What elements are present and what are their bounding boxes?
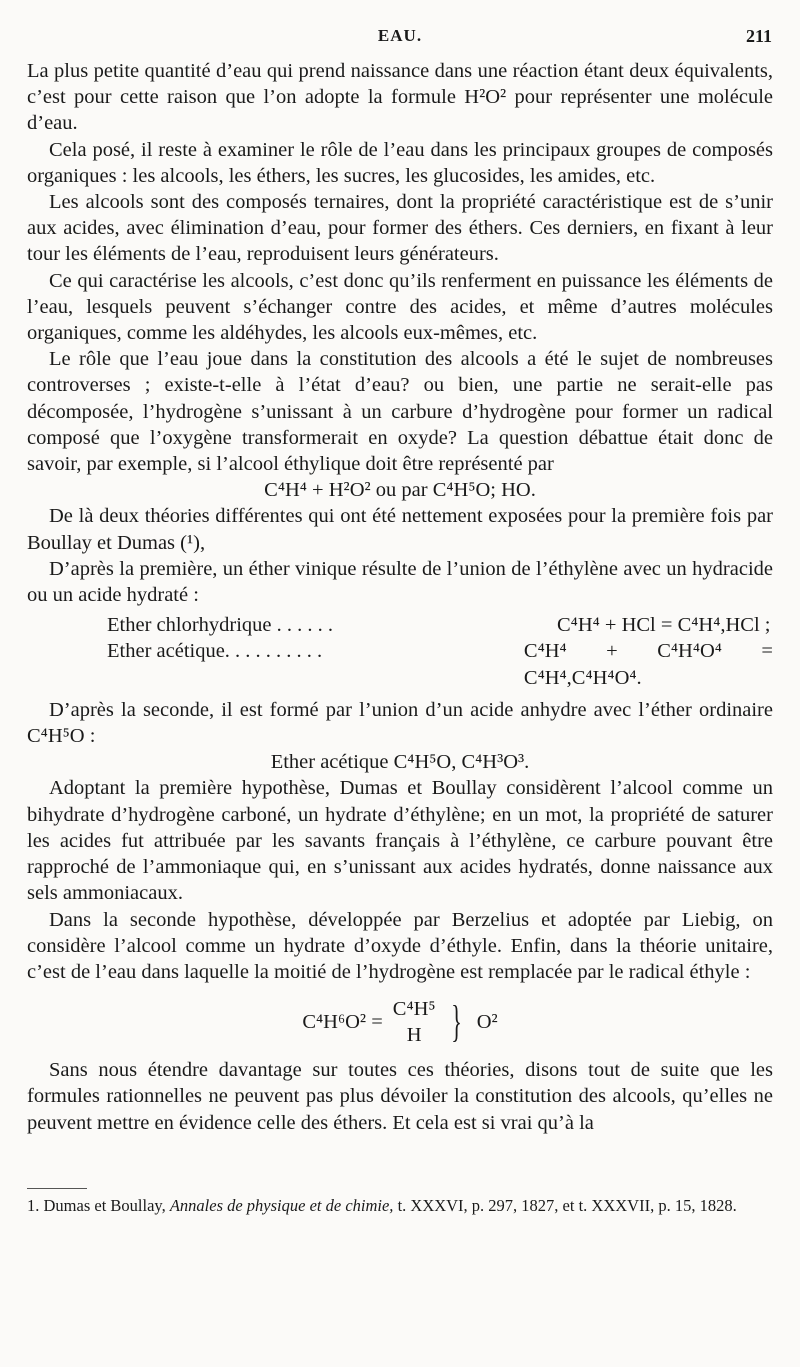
formula-top: C⁴H⁵ (392, 998, 436, 1021)
ether-formula: C⁴H⁴ + HCl = C⁴H⁴,HCl ; (557, 614, 771, 637)
ether-formula: C⁴H⁴ + C⁴H⁴O⁴ = C⁴H⁴,C⁴H⁴O⁴. (523, 640, 773, 689)
footnote-reference: t. XXXVI, p. 297, 1827, et t. XXXVII, p. 15, 1828. (397, 1196, 737, 1215)
brace-symbol: } (450, 997, 462, 1047)
formula-ether-acetique: Ether acétique C⁴H⁵O, C⁴H³O³. (270, 751, 530, 774)
ether-label: Ether acétique. . . . . . . . . . (107, 640, 323, 663)
paragraph-5: Le rôle que l’eau joue dans la constitution des alcools a été le sujet de nombreuses controverses ; existe-t-elle à l’état d’eau? ou bien, une partie ne serait-elle pas décomposée, l’hydrogène s’unissant à un carbure d’hydrogène pour former un radical composé que l’oxygène transformerait en oxyde? La question débattue était donc de savoir, par exemple, si l’alcool éthylique doit être représenté par (27, 348, 773, 476)
formula-bottom: H (406, 1024, 422, 1047)
paragraph-11: Sans nous étendre davantage sur toutes ces théories, disons tout de suite que les formules rationnelles ne peuvent pas plus dévoiler la constitution des alcools, qu’elles ne peuvent mettre en évidence celle des éthers. Et cela est si vrai qu’à la (27, 1059, 773, 1134)
footnote-journal: Annales de physique et de chimie, (169, 1196, 394, 1215)
ether-equations (107, 612, 773, 691)
paragraph-3: Les alcools sont des composés ternaires, dont la propriété caractéristique est de s’unir aux acides, avec élimination d’eau, pour former des éthers. Ces derniers, en fixant à leur tour les éléments de l’eau, reproduisent leurs générateurs. (27, 191, 773, 266)
ether-label: Ether chlorhydrique . . . . . . (107, 614, 334, 637)
footnote-marker: 1. (27, 1196, 40, 1215)
page-header (0, 26, 800, 50)
footnote-authors: Dumas et Boullay, (43, 1196, 166, 1215)
footnote-rule (27, 1188, 87, 1189)
paragraph-1: La plus petite quantité d’eau qui prend naissance dans une réaction étant deux équivalents, c’est pour cette raison que l’on adopte la formule H²O² pour représenter une molécule d’eau. (27, 60, 773, 135)
formula-right: O² (476, 1011, 498, 1033)
footnote (27, 1196, 773, 1216)
paragraph-2: Cela posé, il reste à examiner le rôle de l’eau dans les principaux groupes de composés organiques : les alcools, les éthers, les sucres, les glucosides, les amides, etc. (27, 138, 773, 187)
paragraph-6: De là deux théories différentes qui ont été nettement exposées pour la première fois par Boullay et Dumas (¹), (27, 505, 773, 554)
paragraph-8: D’après la seconde, il est formé par l’union d’un acide anhydre avec l’éther ordinaire C⁴H⁵O : (27, 698, 773, 748)
ether-line (107, 638, 773, 690)
ether-line (107, 612, 773, 638)
formula-left: C⁴H⁶O² = (302, 1011, 383, 1033)
running-title: EAU. (377, 26, 423, 45)
body-text (27, 58, 773, 1136)
formula-alcool: C⁴H⁴ + H²O² ou par C⁴H⁵O; HO. (264, 479, 536, 502)
page-number: 211 (745, 26, 772, 46)
paragraph-10: Dans la seconde hypothèse, développée par Berzelius et adoptée par Liebig, on considère l’alcool comme un hydrate d’oxyde d’éthyle. Enfin, dans la théorie unitaire, c’est de l’eau dans laquelle la moitié de l’hydrogène est remplacée par le radical éthyle : (27, 908, 773, 983)
paragraph-4: Ce qui caractérise les alcools, c’est donc qu’ils renferment en puissance les éléments de l’eau, lesquels peuvent s’échanger contre des acides, et même d’autres molécules organiques, comme les aldéhydes, les alcools eux-mêmes, etc. (27, 269, 773, 345)
paragraph-9: Adoptant la première hypothèse, Dumas et Boullay considèrent l’alcool comme un bihydrate d’hydrogène carboné, un hydrate d’éthylène; en un mot, la propriété de saturer les acides fut attribuée par les savants français à l’éthylène, ce carbure pouvant être rapproché de l’ammoniaque qui, en s’unissant aux acides hydratés, donne naissance aux sels ammoniacaux. (27, 777, 773, 905)
paragraph-7: D’après la première, un éther vinique résulte de l’union de l’éthylène avec un hydracide ou un acide hydraté : (27, 557, 773, 607)
formula-unitaire (27, 993, 773, 1051)
formula-fraction (393, 996, 436, 1048)
